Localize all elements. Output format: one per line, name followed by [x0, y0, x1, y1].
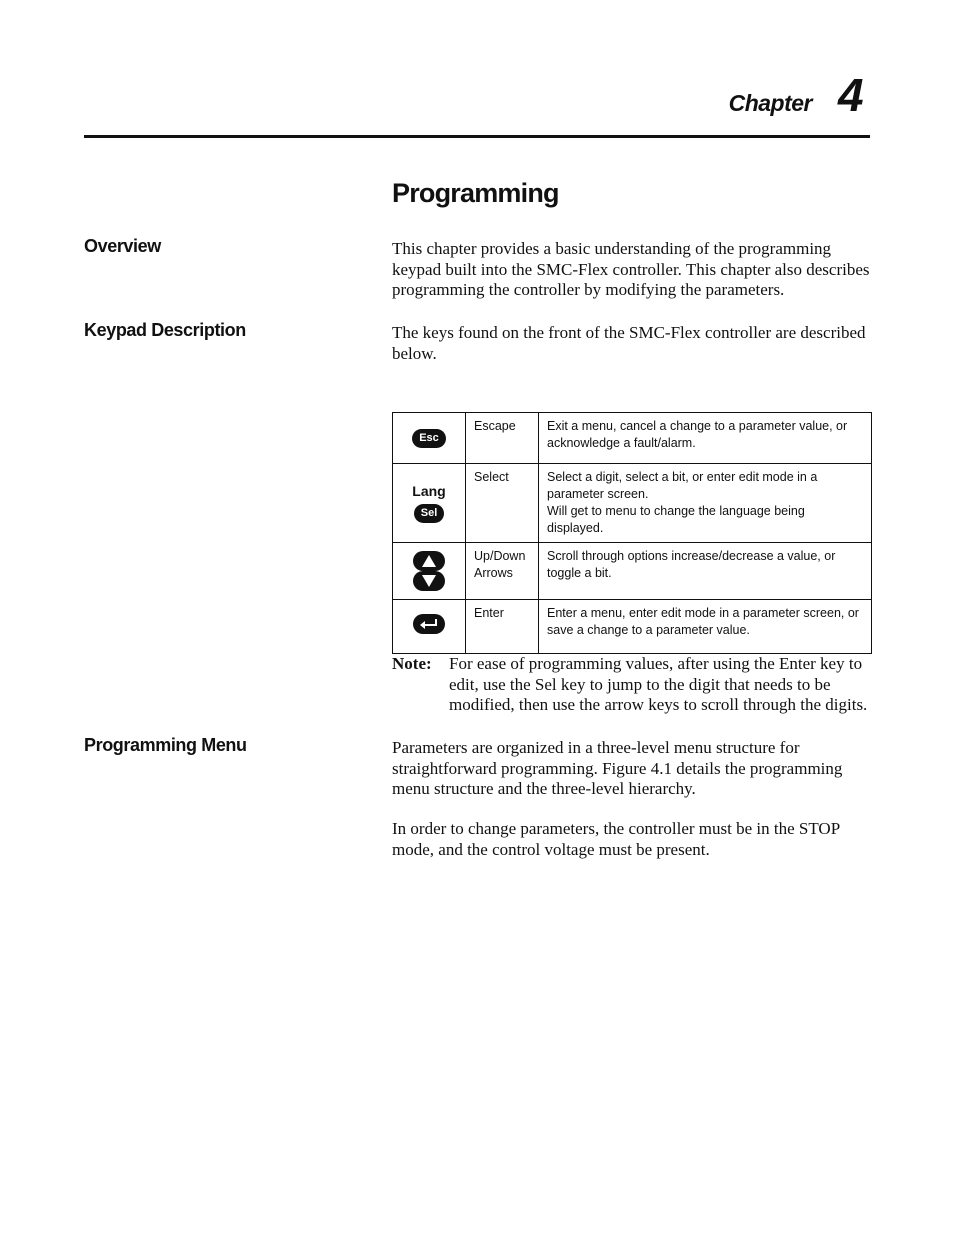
key-description-line: Will get to menu to change the language being displayed. [547, 504, 805, 535]
enter-arrow-icon [413, 614, 445, 634]
key-description: Exit a menu, cancel a change to a parameter value, or acknowledge a fault/alarm. [539, 413, 872, 464]
table-row [393, 413, 872, 464]
key-description: Scroll through options increase/decrease a value, or toggle a bit. [539, 543, 872, 600]
up-arrow-icon [413, 551, 445, 571]
table-row [393, 543, 872, 600]
key-description [539, 464, 872, 543]
key-cell [393, 543, 466, 600]
chapter-number: 4 [838, 69, 864, 121]
keys-table [392, 412, 872, 654]
esc-key-icon: Esc [412, 429, 446, 448]
overview-heading: Overview [84, 236, 161, 256]
key-name: Up/Down Arrows [466, 543, 539, 600]
key-cell [393, 600, 466, 654]
key-name: Enter [466, 600, 539, 654]
key-cell [393, 464, 466, 543]
programming-menu-text: Parameters are organized in a three-level menu structure for straightforward programming. Figure 4.1 details the programming menu structure and the three-level hierarchy. [392, 738, 843, 798]
sel-key-icon: Sel [414, 504, 445, 523]
lang-label: Lang [412, 483, 446, 499]
programming-menu-text-2: In order to change parameters, the controller must be in the STOP mode, and the control voltage must be present. [392, 819, 840, 859]
keypad-heading: Keypad Description [84, 320, 246, 340]
key-name: Escape [466, 413, 539, 464]
note-label: Note: [392, 654, 432, 673]
programming-menu-heading: Programming Menu [84, 735, 247, 755]
table-row [393, 600, 872, 654]
table-row [393, 464, 872, 543]
key-description: Enter a menu, enter edit mode in a parameter screen, or save a change to a parameter value. [539, 600, 872, 654]
header-rule [84, 135, 870, 138]
keypad-text: The keys found on the front of the SMC-Flex controller are described below. [392, 323, 866, 363]
chapter-label: Chapter [728, 90, 812, 116]
page-title: Programming [392, 178, 559, 208]
down-arrow-icon [413, 571, 445, 591]
overview-text: This chapter provides a basic understanding of the programming keypad built into the SMC-Flex controller. This chapter also describes programming the controller by modifying the parameters. [392, 239, 870, 299]
key-cell [393, 413, 466, 464]
note-text: For ease of programming values, after using the Enter key to edit, use the Sel key to jump to the digit that needs to be modified, then use the arrow keys to scroll through the digits. [449, 654, 868, 714]
key-name: Select [466, 464, 539, 543]
key-description-line: Select a digit, select a bit, or enter edit mode in a parameter screen. [547, 470, 818, 501]
